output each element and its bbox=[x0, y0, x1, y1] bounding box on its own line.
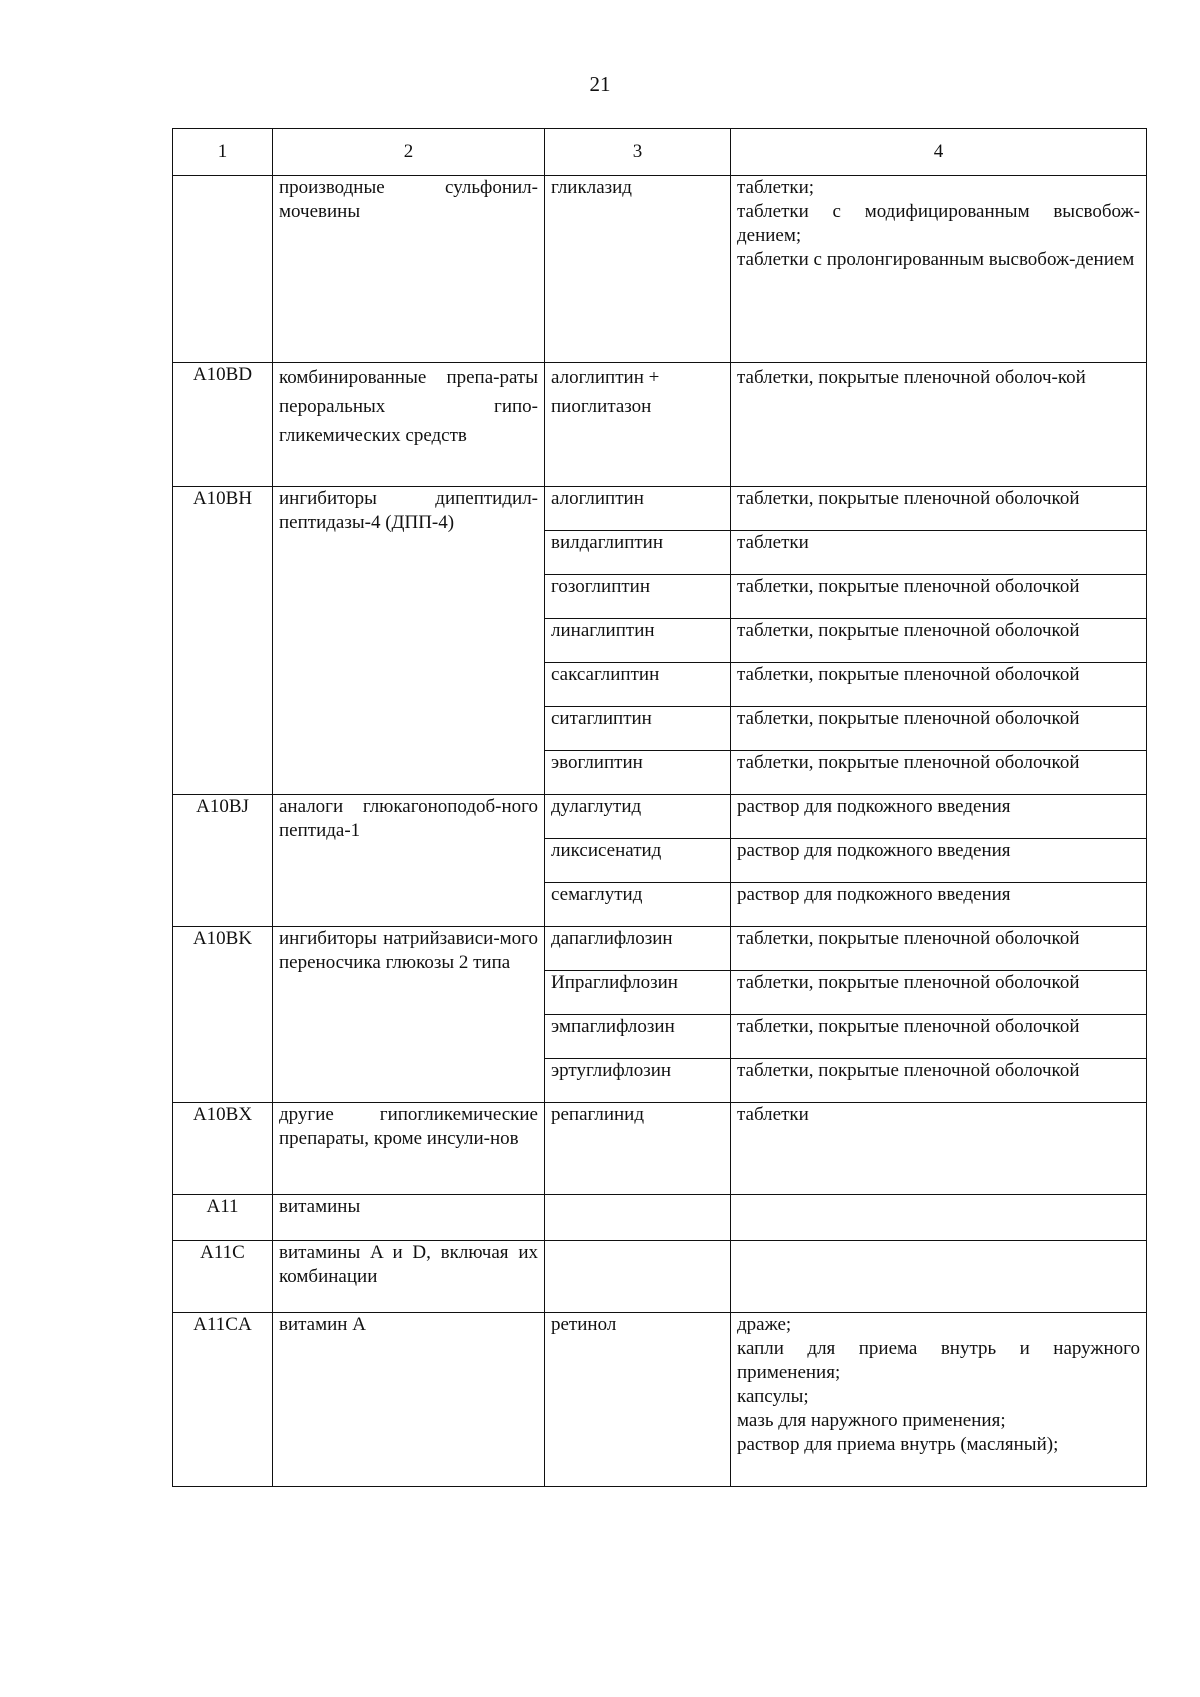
group-text: производные сульфонил-мочевины bbox=[279, 177, 538, 222]
drug-cell: дапаглифлозин bbox=[545, 927, 731, 971]
form-cell: таблетки bbox=[731, 531, 1147, 575]
drug-cell: эмпаглифлозин bbox=[545, 1015, 731, 1059]
group-cell bbox=[273, 176, 545, 363]
drug-cell: гозоглиптин bbox=[545, 575, 731, 619]
group-cell: ингибиторы дипептидил-пептидазы-4 (ДПП-4) bbox=[273, 487, 545, 795]
atc-code-cell: A10BX bbox=[173, 1103, 273, 1195]
form-line: таблетки с модифицированным высвобож-дением; bbox=[737, 201, 1140, 246]
form-line: таблетки с пролонгированным высвобож-дением bbox=[737, 249, 1135, 270]
form-cell: таблетки, покрытые пленочной оболочкой bbox=[731, 487, 1147, 531]
drug-cell: линаглиптин bbox=[545, 619, 731, 663]
drug-cell: вилдаглиптин bbox=[545, 531, 731, 575]
form-line: раствор для приема внутрь (масляный); bbox=[737, 1434, 1059, 1455]
form-cell: таблетки, покрытые пленочной оболоч-кой bbox=[731, 363, 1147, 487]
table-row bbox=[173, 1313, 1147, 1487]
form-cell: таблетки, покрытые пленочной оболочкой bbox=[731, 927, 1147, 971]
header-cell-2: 2 bbox=[273, 129, 545, 176]
drug-cell: гликлазид bbox=[545, 176, 731, 363]
drug-cell: репаглинид bbox=[545, 1103, 731, 1195]
form-cell: таблетки, покрытые пленочной оболочкой bbox=[731, 1015, 1147, 1059]
atc-code-cell: A11CA bbox=[173, 1313, 273, 1487]
form-cell: таблетки, покрытые пленочной оболочкой bbox=[731, 619, 1147, 663]
group-cell: комбинированные препа-раты пероральных гипо-гликемических средств bbox=[273, 363, 545, 487]
header-cell-4: 4 bbox=[731, 129, 1147, 176]
form-cell bbox=[731, 1241, 1147, 1313]
drug-cell: эвоглиптин bbox=[545, 751, 731, 795]
table-row bbox=[173, 1195, 1147, 1241]
form-cell: раствор для подкожного введения bbox=[731, 839, 1147, 883]
drug-table bbox=[172, 128, 1147, 1487]
form-cell: таблетки, покрытые пленочной оболочкой bbox=[731, 751, 1147, 795]
table-row bbox=[173, 795, 1147, 839]
drug-cell: алоглиптин + пиоглитазон bbox=[545, 363, 731, 487]
table-row bbox=[173, 1103, 1147, 1195]
drug-cell: ретинол bbox=[545, 1313, 731, 1487]
atc-code-cell: A10BH bbox=[173, 487, 273, 795]
drug-cell bbox=[545, 1241, 731, 1313]
table-row bbox=[173, 487, 1147, 531]
atc-code-cell: A10BJ bbox=[173, 795, 273, 927]
table-row bbox=[173, 363, 1147, 487]
group-cell: ингибиторы натрийзависи-мого переносчика глюкозы 2 типа bbox=[273, 927, 545, 1103]
table-header-row bbox=[173, 129, 1147, 176]
drug-cell: эртуглифлозин bbox=[545, 1059, 731, 1103]
form-cell: раствор для подкожного введения bbox=[731, 883, 1147, 927]
group-cell: аналоги глюкагоноподоб-ного пептида-1 bbox=[273, 795, 545, 927]
form-cell bbox=[731, 1313, 1147, 1487]
drug-cell: ситаглиптин bbox=[545, 707, 731, 751]
drug-cell: семаглутид bbox=[545, 883, 731, 927]
group-cell: витамины A и D, включая их комбинации bbox=[273, 1241, 545, 1313]
form-cell bbox=[731, 176, 1147, 363]
form-cell bbox=[731, 1195, 1147, 1241]
form-cell: таблетки bbox=[731, 1103, 1147, 1195]
atc-code-cell: A11C bbox=[173, 1241, 273, 1313]
form-cell: таблетки, покрытые пленочной оболочкой bbox=[731, 707, 1147, 751]
form-line: таблетки; bbox=[737, 177, 815, 198]
form-line: капли для приема внутрь и наружного применения; bbox=[737, 1338, 1140, 1383]
form-cell: раствор для подкожного введения bbox=[731, 795, 1147, 839]
group-cell: другие гипогликемические препараты, кроме инсули-нов bbox=[273, 1103, 545, 1195]
drug-cell: Ипраглифлозин bbox=[545, 971, 731, 1015]
header-cell-1: 1 bbox=[173, 129, 273, 176]
drug-cell: дулаглутид bbox=[545, 795, 731, 839]
group-cell: витамины bbox=[273, 1195, 545, 1241]
form-cell: таблетки, покрытые пленочной оболочкой bbox=[731, 971, 1147, 1015]
atc-code-cell: A10BK bbox=[173, 927, 273, 1103]
form-line: драже; bbox=[737, 1314, 792, 1335]
table-row bbox=[173, 176, 1147, 363]
atc-code-cell: A10BD bbox=[173, 363, 273, 487]
atc-code-cell bbox=[173, 176, 273, 363]
table-row bbox=[173, 1241, 1147, 1313]
page-number: 21 bbox=[589, 72, 611, 96]
group-cell: витамин A bbox=[273, 1313, 545, 1487]
form-cell: таблетки, покрытые пленочной оболочкой bbox=[731, 1059, 1147, 1103]
header-cell-3: 3 bbox=[545, 129, 731, 176]
drug-cell: алоглиптин bbox=[545, 487, 731, 531]
drug-cell: ликсисенатид bbox=[545, 839, 731, 883]
drug-cell bbox=[545, 1195, 731, 1241]
form-line: капсулы; bbox=[737, 1386, 809, 1407]
form-cell: таблетки, покрытые пленочной оболочкой bbox=[731, 663, 1147, 707]
form-cell: таблетки, покрытые пленочной оболочкой bbox=[731, 575, 1147, 619]
table-row bbox=[173, 927, 1147, 971]
drug-cell: саксаглиптин bbox=[545, 663, 731, 707]
form-line: мазь для наружного применения; bbox=[737, 1410, 1006, 1431]
atc-code-cell: A11 bbox=[173, 1195, 273, 1241]
